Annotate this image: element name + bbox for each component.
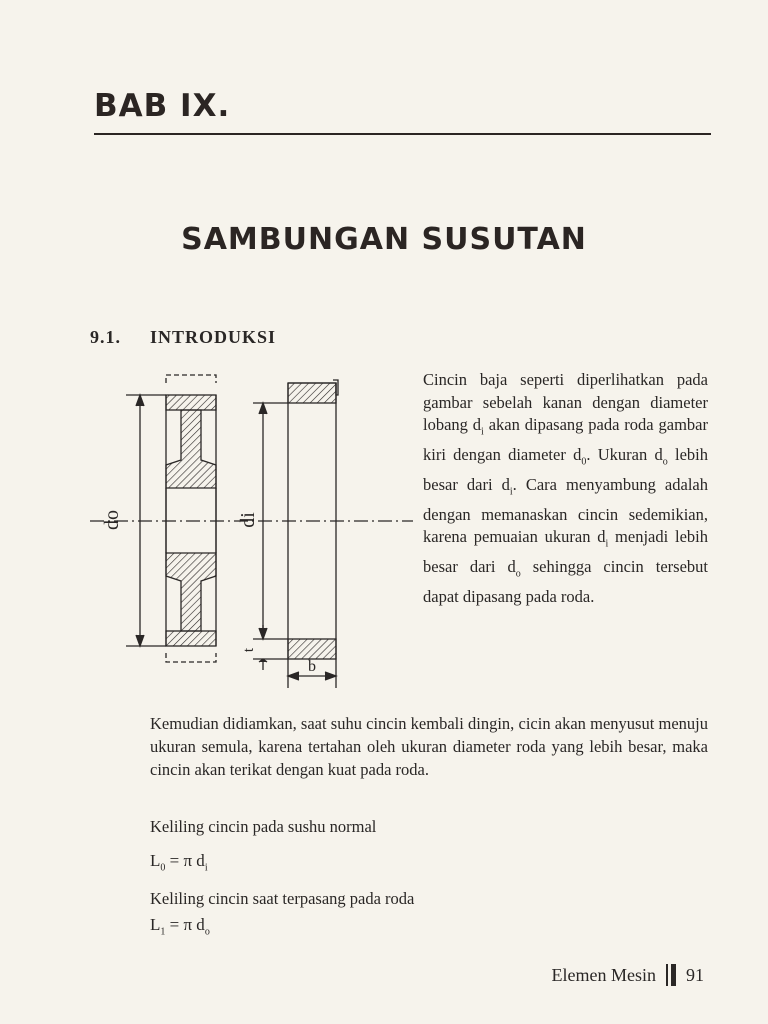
intro-paragraph: Cincin baja seperti diperlihatkan pada gambar sebelah kanan dengan diameter lobang $d_i$ akan dipasang pada roda gambar kiri dengan diameter $d_0$. Ukuran $d_o$ lebih besar dari $d_i$. Cara menyambung adalah dengan memanaskan cincin sedemikian, karena pemuaian ukuran $d_i$ menjadi lebih besar dari $d_o$ sehingga cincin tersebut dapat dipasang pada roda. [423, 370, 709, 607]
do-label: do [101, 510, 123, 530]
paragraph-normal-perimeter: Keliling cincin pada sushu normal [150, 817, 377, 836]
t-label: t [241, 647, 257, 653]
b-label: b [308, 658, 316, 675]
page-footer [552, 964, 704, 986]
paragraph-cooling: Kemudian didiamkan, saat suhu cincin kembali dingin, cicin akan menyusut menuju ukuran semula, karena tertahan oleh ukuran diameter roda yang lebih besar, maka cincin akan terikat dengan kuat pada roda. [150, 714, 708, 779]
equation-L0: $L_0 = \pi$ $d_i$ [150, 851, 208, 874]
paragraph-mounted-perimeter: Keliling cincin saat terpasang pada roda [150, 889, 415, 908]
chapter-title: SAMBUNGAN SUSUTAN [181, 222, 587, 257]
shrink-fit-figure [88, 370, 418, 690]
chapter-label: BAB IX. [94, 88, 231, 124]
footer-book-title: Elemen Mesin [551, 964, 656, 985]
page-number: 91 [686, 964, 704, 985]
di-label: di [237, 512, 259, 528]
equation-L1: $L_1 = \pi$ $d_o$ [150, 915, 210, 938]
footer-divider [666, 964, 676, 986]
section-title: INTRODUKSI [150, 327, 277, 347]
chapter-rule [94, 133, 711, 135]
section-number: 9.1. [90, 327, 121, 347]
